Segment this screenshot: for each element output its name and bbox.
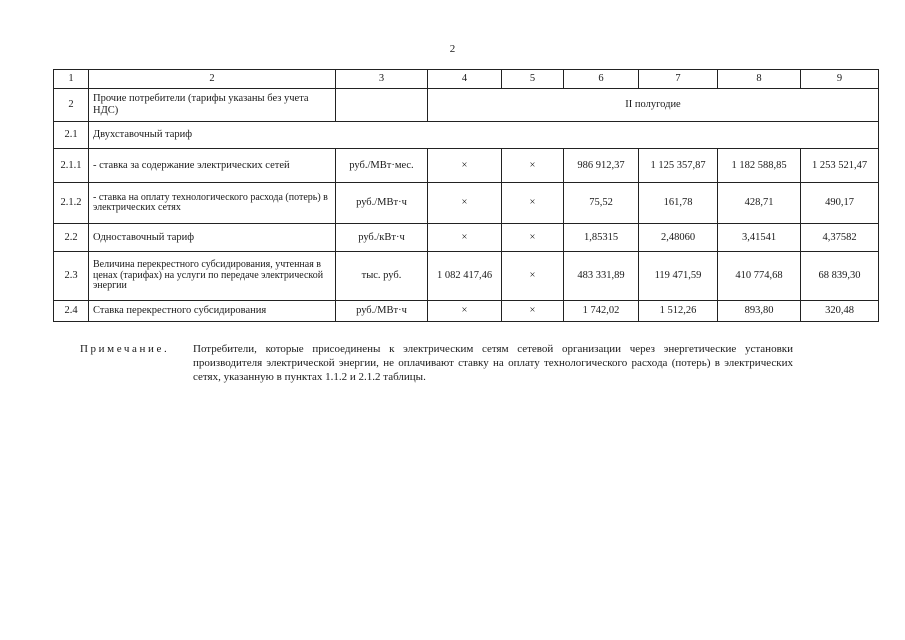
row-col4: × (428, 149, 502, 183)
row-col6: 1 742,02 (564, 301, 639, 322)
row-col9: 490,17 (801, 183, 879, 224)
row-col8: 428,71 (718, 183, 801, 224)
row-col4: × (428, 301, 502, 322)
row-unit: руб./МВт·мес. (336, 149, 428, 183)
table-row (54, 252, 879, 301)
row-label: - ставка на оплату технологического расхода (потерь) в электрических сетях (89, 183, 336, 224)
header-cell: 8 (718, 70, 801, 89)
row-col7: 161,78 (639, 183, 718, 224)
row-col6: 75,52 (564, 183, 639, 224)
table-row (54, 149, 879, 183)
row-col5: × (502, 224, 564, 252)
table-row (54, 224, 879, 252)
row-col6: 1,85315 (564, 224, 639, 252)
row-number: 2.3 (54, 252, 89, 301)
row-label: - ставка за содержание электрических сетей (89, 149, 336, 183)
row-col7: 1 125 357,87 (639, 149, 718, 183)
row-col8: 410 774,68 (718, 252, 801, 301)
header-cell: 1 (54, 70, 89, 89)
row-col6: 986 912,37 (564, 149, 639, 183)
table-row (54, 183, 879, 224)
row-number: 2.2 (54, 224, 89, 252)
row-unit: руб./МВт·ч (336, 301, 428, 322)
section-row (54, 122, 879, 149)
row-col8: 1 182 588,85 (718, 149, 801, 183)
row-col4: 1 082 417,46 (428, 252, 502, 301)
row-col5: × (502, 301, 564, 322)
group-number: 2 (54, 89, 89, 122)
group-row (54, 89, 879, 122)
header-cell: 4 (428, 70, 502, 89)
row-col4: × (428, 183, 502, 224)
row-unit: руб./кВт·ч (336, 224, 428, 252)
row-col8: 3,41541 (718, 224, 801, 252)
header-cell: 3 (336, 70, 428, 89)
row-col5: × (502, 183, 564, 224)
section-label: Двухставочный тариф (89, 122, 879, 149)
header-cell: 7 (639, 70, 718, 89)
row-col5: × (502, 149, 564, 183)
row-label: Величина перекрестного субсидирования, учтенная в ценах (тарифах) на услуги по передаче электрической энергии (89, 252, 336, 301)
row-unit: руб./МВт·ч (336, 183, 428, 224)
header-cell: 5 (502, 70, 564, 89)
row-col9: 1 253 521,47 (801, 149, 879, 183)
note-label: Примечание. (80, 343, 170, 355)
row-col7: 119 471,59 (639, 252, 718, 301)
header-cell: 6 (564, 70, 639, 89)
row-col7: 1 512,26 (639, 301, 718, 322)
row-col7: 2,48060 (639, 224, 718, 252)
tariff-table (53, 69, 879, 322)
row-unit: тыс. руб. (336, 252, 428, 301)
row-col9: 320,48 (801, 301, 879, 322)
row-col5: × (502, 252, 564, 301)
row-col6: 483 331,89 (564, 252, 639, 301)
group-label: Прочие потребители (тарифы указаны без учета НДС) (89, 89, 336, 122)
header-cell: 2 (89, 70, 336, 89)
table-row (54, 301, 879, 322)
row-col8: 893,80 (718, 301, 801, 322)
header-row (54, 70, 879, 89)
row-col9: 4,37582 (801, 224, 879, 252)
row-col9: 68 839,30 (801, 252, 879, 301)
header-cell: 9 (801, 70, 879, 89)
row-number: 2.1.2 (54, 183, 89, 224)
row-label: Ставка перекрестного субсидирования (89, 301, 336, 322)
row-number: 2.1.1 (54, 149, 89, 183)
row-col4: × (428, 224, 502, 252)
section-number: 2.1 (54, 122, 89, 149)
row-number: 2.4 (54, 301, 89, 322)
note-text: Потребители, которые присоединены к электрическим сетям сетевой организации через энергетические установки производителя электрической энергии, не оплачивают ставку на оплату технологического расхода (потерь) в электрических сетях, указанную в пунктах 1.1.2 и 2.1.2 таблицы. (193, 343, 793, 383)
page-number: 2 (449, 43, 456, 55)
group-unit (336, 89, 428, 122)
group-period: II полугодие (428, 89, 879, 122)
row-label: Одноставочный тариф (89, 224, 336, 252)
